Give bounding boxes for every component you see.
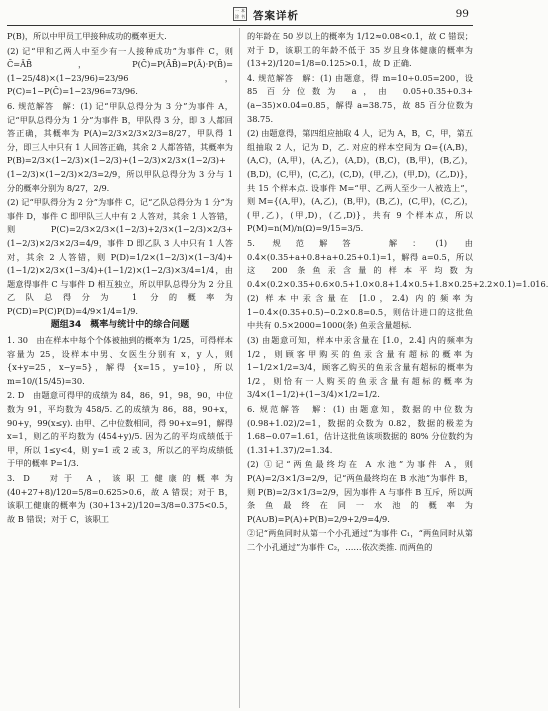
right-column [247,30,548,556]
paragraph: 6. 规范解答 解：(1) 记“甲队总得分为 3 分”为事件 A，记“甲队总得分为 1 分”为事件 B，甲队得 3 分，即 3 人都回答正确，其概率为 P(A)=2/3×2/3×2/3=8/27，甲队得 1 分，即三人中只有 1 人回答正确，其余 2 人都答错，其概率为 P(B)=2/3×(1−2/3)×(1−2/3)+(1−2/3)×2/3×(1−2/3)+(1−2/3)×(1−2/3)×2/3=2/9，所以甲队总得分为 3 分与 1 分的概率分别为 8/27，2/9. [7,100,233,193]
paragraph: 6. 规范解答 解：(1) 由题意知，数据的中位数为 (0.98+1.02)/2=1，数据的众数为 0.82，数据的极差为 1.68−0.07=1.61，估计这批鱼该项数据的 80% 分位数约为 (1.31+1.37)/2=1.34. [247,404,473,455]
paragraph: 5. 规范解答 解：(1) 由 0.4×(0.35+a+0.8+a+0.25+0.1)=1，解得 a=0.5，所以这 200 条鱼汞含量的样本平均数为 0.4×(0.2×0.35+0.6×0.5+1.0×0.8+1.4×0.5+1.8×0.25+2.2×0.1)=1.016. [247,237,548,289]
paragraph: (2) 样本中汞含量在 [1.0，2.4) 内的频率为 1−0.4×(0.35+0.5)−0.2×0.8=0.5，则估计进口的这批鱼中共有 0.5×2000=1000(条) 鱼汞含量超标. [247,293,473,331]
paragraph: (2) 记“甲队得分为 2 分”为事件 C，记“乙队总得分为 1 分”为事件 D，事件 C 即甲队三人中有 2 人答对，其余 1 人答错，则 P(C)=2/3×2/3×(1−2/3)+2/3×(1−2/3)×2/3+(1−2/3)×2/3×2/3=4/9，事件 D 即乙队 3 人中只有 1 人答对，其余 2 人答错，则 P(D)=1/2×(1−2/3)×(1−3/4)+(1−1/2)×2/3×(1−3/4)+(1−1/2)×(1−2/3)×3/4=1/4，由题意得事件 C 与事件 D 相互独立，所以甲队总得分为 2 分且乙队总得分为 1 分的概率为 P(CD)=P(C)P(D)=4/9×1/4=1/9. [7,197,233,316]
section-title: 题组34 概率与统计中的综合问题 [50,320,190,331]
publisher-logo: 一 本 涂 书 [235,8,245,19]
paragraph: (2) ①记“两鱼最终均在 A 水池”为事件 A，则 P(A)=2/3×1/3=2/9，记“两鱼最终均在 B 水池”为事件 B，则 P(B)=2/3×1/3=2/9，因为事件 A 与事件 B 互斥，所以两条鱼最终在同一水池的概率为 P(A∪B)=P(A)+P(B)=2/9+2/9=4/9. [247,459,473,524]
column-divider [239,28,240,708]
left-column [7,30,233,527]
paragraph: (2) 记“甲和乙两人中至少有一人接种成功”为事件 C，则 C̄=ĀB̄，P(C̄)=P(ĀB̄)=P(Ā)·P(B̄)=(1−25/48)×(1−23/96)=23/96，P(C)=1−P(C̄)=1−23/96=73/96. [7,45,233,97]
page-number: 99 [455,8,469,20]
header-title: 答案详析 [253,10,299,22]
paragraph: P(B)，所以中甲员工甲接种成功的概率更大. [7,31,167,41]
page-header [7,6,473,26]
paragraph: (2) 由题意得，第四组应抽取 4 人，记为 A，B，C，甲，第五组抽取 2 人，记为 D，乙. 对应的样本空间为 Ω={(A,B)，(A,C)，(A,甲)，(A,乙)，(A,D)，(B,C)，(B,甲)，(B,乙)，(B,D)，(C,甲)，(C,乙)，(C,D)，(甲,乙)，(甲,D)，(乙,D)}，共 15 个样本点. 设事件 M=“甲、乙两人至少一人被选上”，则 M={(A,甲)，(A,乙)，(B,甲)，(B,乙)，(C,甲)，(C,乙)，(甲,乙)，(甲,D)，(乙,D)}，共有 9 个样本点，所以 P(M)=n(M)/n(Ω)=9/15=3/5. [247,128,473,234]
paragraph: 2. D 由题意可得甲的成绩为 84，86，91，98，90，中位数为 91，平均数为 458/5. 乙的成绩为 86，88，90+x，90+y，99(x≤y). 由甲、乙中位数相同，得 90+x=91，解得 x=1，则乙的平均数为 (454+y)/5. 因为乙的平均成绩低于甲，所以 1≤y<4，则 y=1 或 2 或 3，所以乙的平均成绩低于甲的概率 P=1/3. [7,390,233,469]
paragraph: 4. 规范解答 解：(1) 由题意，得 m=10÷0.05=200，设 85 百分位数为 a，由 0.05+0.35+0.3+(a−35)×0.04=0.85，解得 a=38.75，故 85 百分位数为 38.75. [247,72,473,124]
paragraph: 1. 30 由在样本中每个个体被抽到的概率为 1/25，可得样本容量为 25，设样本中男、女医生分别有 x，y 人，则 {x+y=25，x−y=5}，解得 {x=15，y=10}，所以 m=10/(15/45)=30. [7,335,233,386]
paragraph: 的年龄在 50 岁以上的概率为 1/12≈0.08<0.1，故 C 错误；对于 D，该职工的年龄不低于 35 岁且身体健康的概率为 (13+2)/120=1/8=0.125>0.1，故 D 正确. [247,31,473,69]
paragraph: (3) 由题意可知，样本中汞含量在 [1.0，2.4] 内的频率为 1/2，则顾客甲购买的鱼汞含量有超标的概率为 1−1/2×1/2=3/4，顾客乙购买的鱼汞含量有超标的概率为 1/2，则恰有一人购买的鱼汞含量有超标的概率为 3/4×(1−1/2)+(1−3/4)×1/2=1/2. [247,335,473,400]
paragraph: ②记“两鱼同时从第一个小孔通过”为事件 C₁，“两鱼同时从第二个小孔通过”为事件 C₂，……依次类推. 而两鱼的 [247,528,473,552]
paragraph: 3. D 对于 A，该职工健康的概率为 (40+27+8)/120=5/8=0.625>0.6，故 A 错误；对于 B，该职工健康的概率为 (30+13+2)/120=3/8=0.375<0.5，故 B 错误；对于 C，该职工 [7,473,233,524]
